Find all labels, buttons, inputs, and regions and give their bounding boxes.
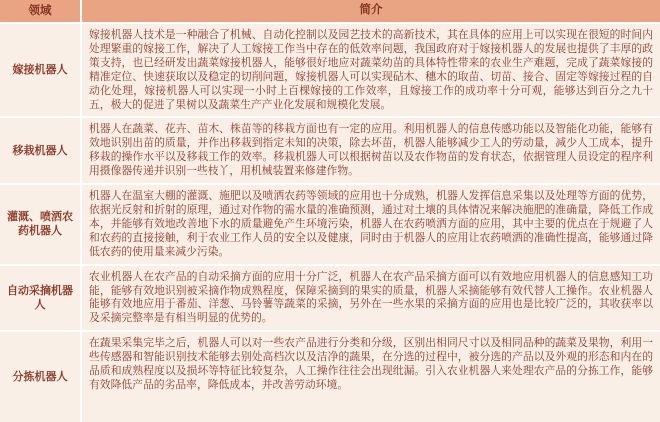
table-header-row (0, 0, 660, 24)
intro-text: 嫁接机器人技术是一种融合了机械、自动化控制以及园艺技术的高新技术，其在具体的应用上可以实现在很短的时间内处理繁重的嫁接工作，解决了人工嫁接工作当中存在的低效率问题，我国政府对于嫁接机器人的发展也提供了丰厚的政策支持，也已经研发出蔬菜嫁接机器人，能够很好地应对蔬菜幼苗的具体特性带来的农业生产难题，完成了蔬菜嫁接的精准定位、快速获取以及稳定的切削问题，嫁接机器人可以实现砧木、穗木的取苗、切苗、接合、固定等嫁接过程的自动化处理，嫁接机器人可以实现一小时上百棵嫁接的工作效率，且嫁接工作的成功率十分可观，能够达到百分之九十五，极大的促进了果树以及蔬菜生产产业化发展和规模化发展。 (89, 29, 653, 111)
table-row-grafting-robot (0, 24, 660, 118)
intro-text: 在蔬果采集完毕之后，机器人可以对一些农产品进行分类和分级，区别出相同尺寸以及相同品种的蔬菜及果物，利用一些传感器和智能识别技术能够去别处高档次以及洁净的蔬果，在分选的过程中，被分选的产品以及外观的形态和内在的品质和成熟程度以及损坏等特征比较复杂，人工操作往往会出现纰漏。引入农业机器人来处理农产品的分拣工作，能够有效降低产品的劣品率，降低成本，并改善劳动环境。 (89, 337, 653, 391)
domain-label: 嫁接机器人 (0, 24, 82, 116)
domain-label: 自动采摘机器人 (0, 266, 82, 331)
table-row-sorting-robot (0, 332, 660, 422)
domain-label: 灌溉、喷洒农药机器人 (0, 185, 82, 264)
intro-text: 机器人在蔬菜、花卉、苗木、株苗等的移栽方面也有一定的应用。利用机器人的信息传感功能以及智能化功能，能够有效地识别出苗的质量，并作出移栽到指定未知的决策，除去坏苗，机器人能够减少工人的劳动量，减少人工成本，提升移栽的操作水平以及移栽工作的效率。移栽机器人可以根据树苗以及农作物苗的发育状态，依据管理人员设定的程序利用摄像器传递并识别一些枝丫，用机械装置来修建作物。 (89, 123, 653, 178)
domain-label: 移栽机器人 (0, 118, 82, 183)
table-row-irrigation-spraying-robot (0, 185, 660, 266)
table-row-auto-picking-robot (0, 266, 660, 333)
column-header-domain: 领域 (0, 0, 82, 22)
intro-text: 机器人在温室大棚的灌溉、施肥以及喷洒农药等领域的应用也十分成熟，机器人发挥信息采集以及处理等方面的优势，依据光反射和折射的原理，通过对作物的需水量的准确预测，通过对土壤的具体情况来解决施肥的准确量，降低工作成本，并能够有效地改善地下水的质量避免产生环境污染，机器人在农药喷洒方面的应用，其中主要的优点在于规避了人和农药的直接接触，利于农业工作人员的安全以及健康，同时由于机器人的应用让农药喷洒的准确性提高，能够通过降低农药的使用量来减少污染。 (89, 190, 653, 258)
table-row-transplanting-robot (0, 118, 660, 185)
column-header-intro: 简介 (359, 4, 383, 17)
domain-label: 分拣机器人 (0, 332, 82, 422)
intro-text: 农业机器人在农产品的自动采摘方面的应用十分广泛，机器人在农产品采摘方面可以有效地应用机器人的信息感知工功能，能够有效地识别被采摘作物成熟程度，保障采摘到的果实的质量，机器人采摘能够有效代替人工操作。农业机器人能够有效地应用于番茄、洋葱、马铃薯等蔬菜的采摘，另外在一些水果的采摘方面的应用也是比较广泛的，其收获率以及采摘完整率是有相当明显的优势的。 (89, 270, 653, 325)
